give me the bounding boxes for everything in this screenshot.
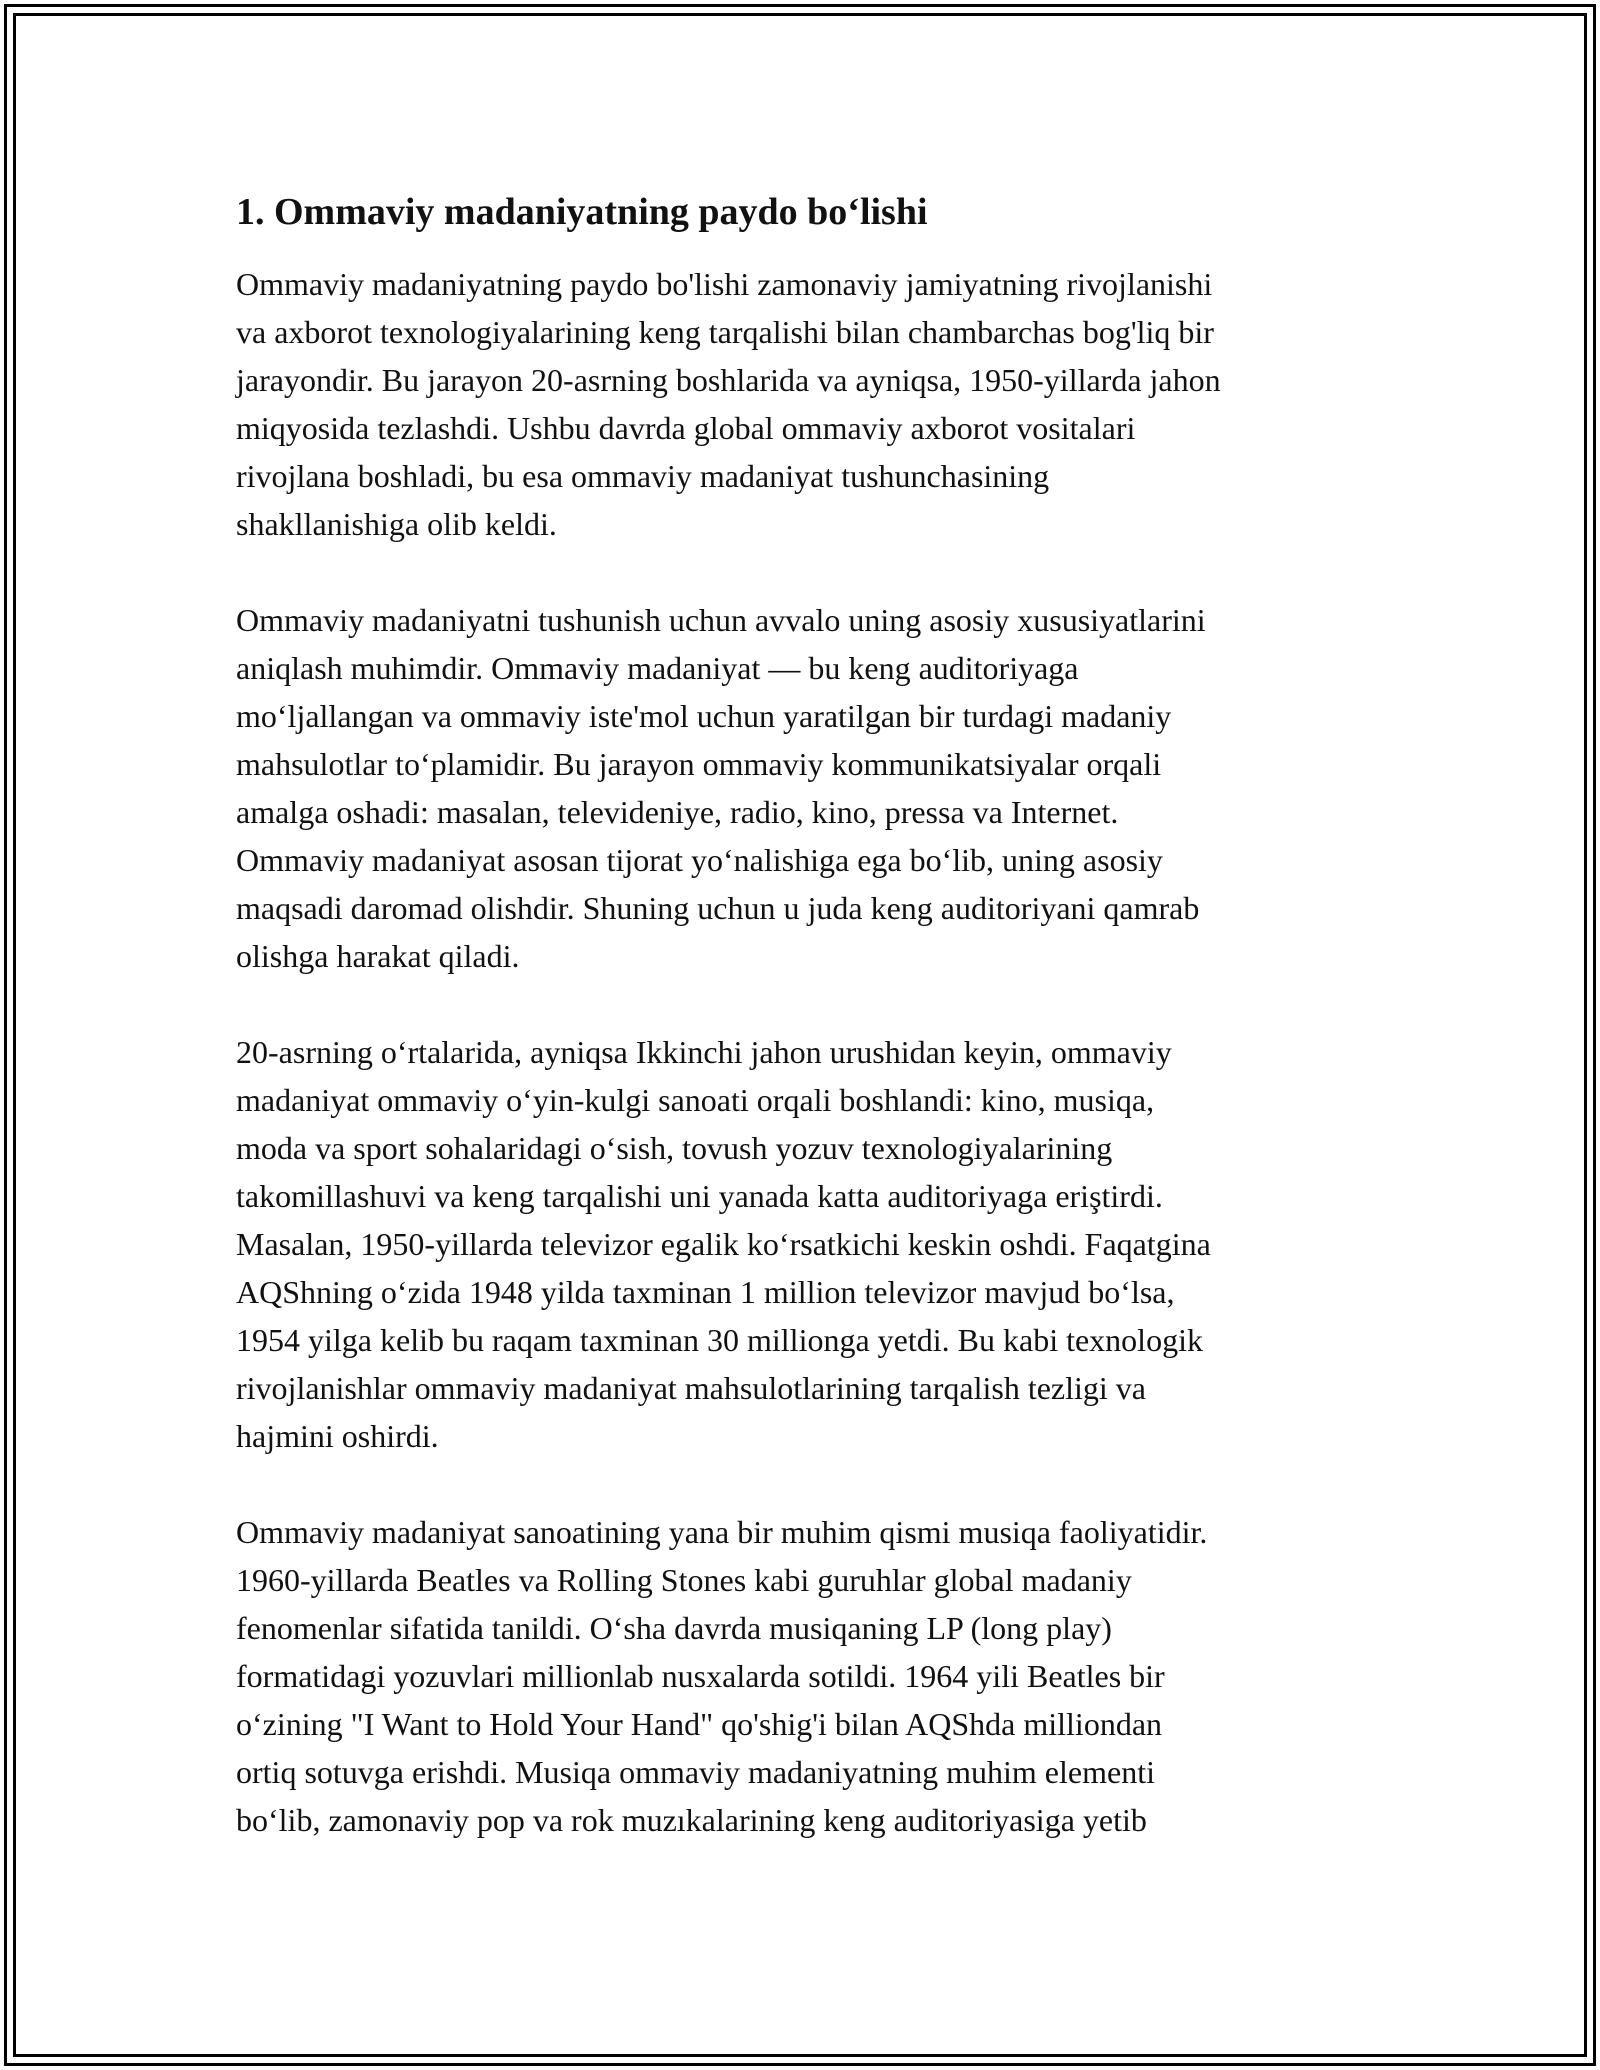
text-line: formatidagi yozuvlari millionlab nusxalarda sotildi. 1964 yili Beatles bir: [236, 1658, 1165, 1694]
text-line: hajmini oshirdi.: [236, 1418, 439, 1454]
text-line: Ommaviy madaniyatni tushunish uchun avvalo uning asosiy xususiyatlarini: [236, 602, 1206, 638]
text-line: shakllanishiga olib keldi.: [236, 506, 557, 542]
text-line: 1960-yillarda Beatles va Rolling Stones kabi guruhlar global madaniy: [236, 1562, 1132, 1598]
text-line: aniqlash muhimdir. Ommaviy madaniyat — bu keng auditoriyaga: [236, 650, 1079, 686]
text-line: fenomenlar sifatida tanildi. O‘sha davrda musiqaning LP (long play): [236, 1610, 1112, 1646]
text-line: Masalan, 1950-yillarda televizor egalik ko‘rsatkichi keskin oshdi. Faqatgina: [236, 1226, 1211, 1262]
text-line: moda va sport sohalaridagi o‘sish, tovush yozuv texnologiyalarining: [236, 1130, 1113, 1166]
text-line: bo‘lib, zamonaviy pop va rok muzıkalarining keng auditoriyasiga yetib: [236, 1802, 1147, 1838]
text-line: jarayondir. Bu jarayon 20-asrning boshlarida va ayniqsa, 1950-yillarda jahon: [236, 362, 1221, 398]
text-line: Ommaviy madaniyat sanoatining yana bir muhim qismi musiqa faoliyatidir.: [236, 1514, 1208, 1550]
document-body: [236, 188, 1386, 1892]
text-line: takomillashuvi va keng tarqalishi uni yanada katta auditoriyaga eriştirdi.: [236, 1178, 1163, 1214]
text-line: 20-asrning o‘rtalarida, ayniqsa Ikkinchi jahon urushidan keyin, ommaviy: [236, 1034, 1172, 1070]
paragraph-2: [236, 596, 1386, 980]
section-heading: 1. Ommaviy madaniyatning paydo bo‘lishi: [236, 191, 928, 233]
text-line: rivojlana boshladi, bu esa ommaviy madaniyat tushunchasining: [236, 458, 1050, 494]
text-line: miqyosida tezlashdi. Ushbu davrda global ommaviy axborot vositalari: [236, 410, 1136, 446]
text-line: 1954 yilga kelib bu raqam taxminan 30 millionga yetdi. Bu kabi texnologik: [236, 1322, 1203, 1358]
paragraph-3: [236, 1028, 1386, 1460]
paragraph-1: [236, 260, 1386, 548]
text-line: rivojlanishlar ommaviy madaniyat mahsulotlarining tarqalish tezligi va: [236, 1370, 1146, 1406]
text-line: va axborot texnologiyalarining keng tarqalishi bilan chambarchas bog'liq bir: [236, 314, 1214, 350]
text-line: Ommaviy madaniyatning paydo bo'lishi zamonaviy jamiyatning rivojlanishi: [236, 266, 1213, 302]
text-line: mahsulotlar to‘plamidir. Bu jarayon ommaviy kommunikatsiyalar orqali: [236, 746, 1162, 782]
text-line: o‘zining "I Want to Hold Your Hand" qo'shig'i bilan AQShda milliondan: [236, 1706, 1163, 1742]
text-line: olishga harakat qiladi.: [236, 938, 520, 974]
text-line: ortiq sotuvga erishdi. Musiqa ommaviy madaniyatning muhim elementi: [236, 1754, 1155, 1790]
text-line: amalga oshadi: masalan, televideniye, radio, kino, pressa va Internet.: [236, 794, 1119, 830]
paragraph-4: [236, 1508, 1386, 1844]
text-line: maqsadi daromad olishdir. Shuning uchun u juda keng auditoriyani qamrab: [236, 890, 1200, 926]
text-line: Ommaviy madaniyat asosan tijorat yo‘nalishiga ega bo‘lib, uning asosiy: [236, 842, 1163, 878]
text-line: mo‘ljallangan va ommaviy iste'mol uchun yaratilgan bir turdagi madaniy: [236, 698, 1172, 734]
text-line: AQShning o‘zida 1948 yilda taxminan 1 million televizor mavjud bo‘lsa,: [236, 1274, 1175, 1310]
text-line: madaniyat ommaviy o‘yin-kulgi sanoati orqali boshlandi: kino, musiqa,: [236, 1082, 1155, 1118]
